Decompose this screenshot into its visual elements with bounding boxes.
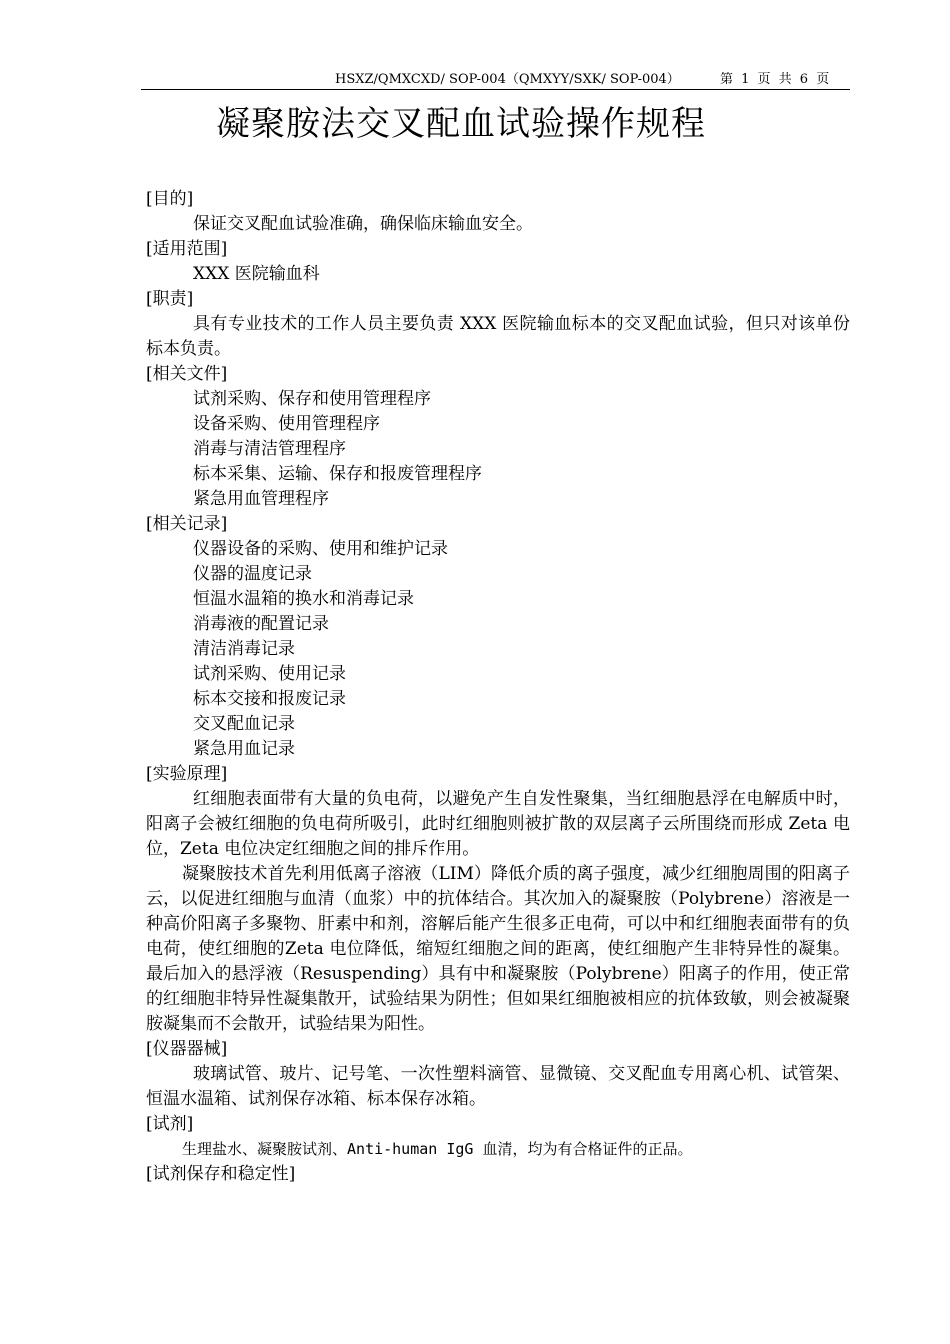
document-code: HSXZ/QMXCXD/ SOP-004（QMXYY/SXK/ SOP-004） — [335, 72, 680, 87]
section-heading-storage: [试剂保存和稳定性] — [146, 1164, 296, 1184]
section-heading-reagents: [试剂] — [146, 1114, 194, 1134]
section-heading-docs: [相关文件] — [146, 364, 228, 384]
list-item: 清洁消毒记录 — [193, 639, 295, 659]
section-heading-duty: [职责] — [146, 289, 194, 309]
page-number: 第 1 页 共 6 页 — [720, 72, 830, 87]
list-item: 标本采集、运输、保存和报废管理程序 — [193, 464, 482, 484]
list-item: 消毒与清洁管理程序 — [193, 439, 346, 459]
list-item: 标本交接和报废记录 — [193, 689, 346, 709]
principle-paragraph-1: 红细胞表面带有大量的负电荷，以避免产生自发性聚集，当红细胞悬浮在电解质中时，阳离子会被红细胞的负电荷所吸引，此时红细胞则被扩散的双层离子云所围绕而形成 Zeta 电位，Zeta 电位决定红细胞之间的排斥作用。 — [146, 789, 850, 859]
scope-text: XXX 医院输血科 — [193, 264, 320, 284]
equipment-text: 玻璃试管、玻片、记号笔、一次性塑料滴管、显微镜、交叉配血专用离心机、试管架、恒温水温箱、试剂保存冰箱、标本保存冰箱。 — [146, 1064, 850, 1109]
list-item: 设备采购、使用管理程序 — [193, 414, 380, 434]
page-header — [141, 70, 850, 90]
section-heading-scope: [适用范围] — [146, 239, 228, 259]
list-item: 仪器设备的采购、使用和维护记录 — [193, 539, 448, 559]
document-body — [146, 187, 850, 1187]
section-heading-purpose: [目的] — [146, 189, 194, 209]
list-item: 消毒液的配置记录 — [193, 614, 329, 634]
section-heading-principle: [实验原理] — [146, 764, 228, 784]
list-item: 紧急用血记录 — [193, 739, 295, 759]
reagents-text: 生理盐水、凝聚胺试剂、Anti-human IgG 血清，均为有合格证件的正品。 — [182, 1140, 693, 1158]
duty-text: 具有专业技术的工作人员主要负责 XXX 医院输血标本的交叉配血试验，但只对该单份标本负责。 — [146, 314, 850, 359]
list-item: 交叉配血记录 — [193, 714, 295, 734]
purpose-text: 保证交叉配血试验准确，确保临床输血安全。 — [193, 214, 533, 234]
list-item: 仪器的温度记录 — [193, 564, 312, 584]
section-heading-equipment: [仪器器械] — [146, 1039, 228, 1059]
list-item: 试剂采购、使用记录 — [193, 664, 346, 684]
list-item: 紧急用血管理程序 — [193, 489, 329, 509]
principle-paragraph-2: 凝聚胺技术首先利用低离子溶液（LIM）降低介质的离子强度，减少红细胞周围的阳离子云，以促进红细胞与血清（血浆）中的抗体结合。其次加入的凝聚胺（Polybrene）溶液是一种高价阳离子多聚物、肝素中和剂，溶解后能产生很多正电荷，可以中和红细胞表面带有的负电荷，使红细胞的Zeta 电位降低，缩短红细胞之间的距离，使红细胞产生非特异性的凝集。最后加入的悬浮液（Resuspending）具有中和凝聚胺（Polybrene）阳离子的作用，使正常的红细胞非特异性凝集散开，试验结果为阴性；但如果红细胞被相应的抗体致敏，则会被凝聚胺凝集而不会散开，试验结果为阳性。 — [146, 864, 850, 1034]
list-item: 恒温水温箱的换水和消毒记录 — [193, 589, 414, 609]
document-title: 凝聚胺法交叉配血试验操作规程 — [216, 104, 706, 144]
section-heading-records: [相关记录] — [146, 514, 228, 534]
list-item: 试剂采购、保存和使用管理程序 — [193, 389, 431, 409]
